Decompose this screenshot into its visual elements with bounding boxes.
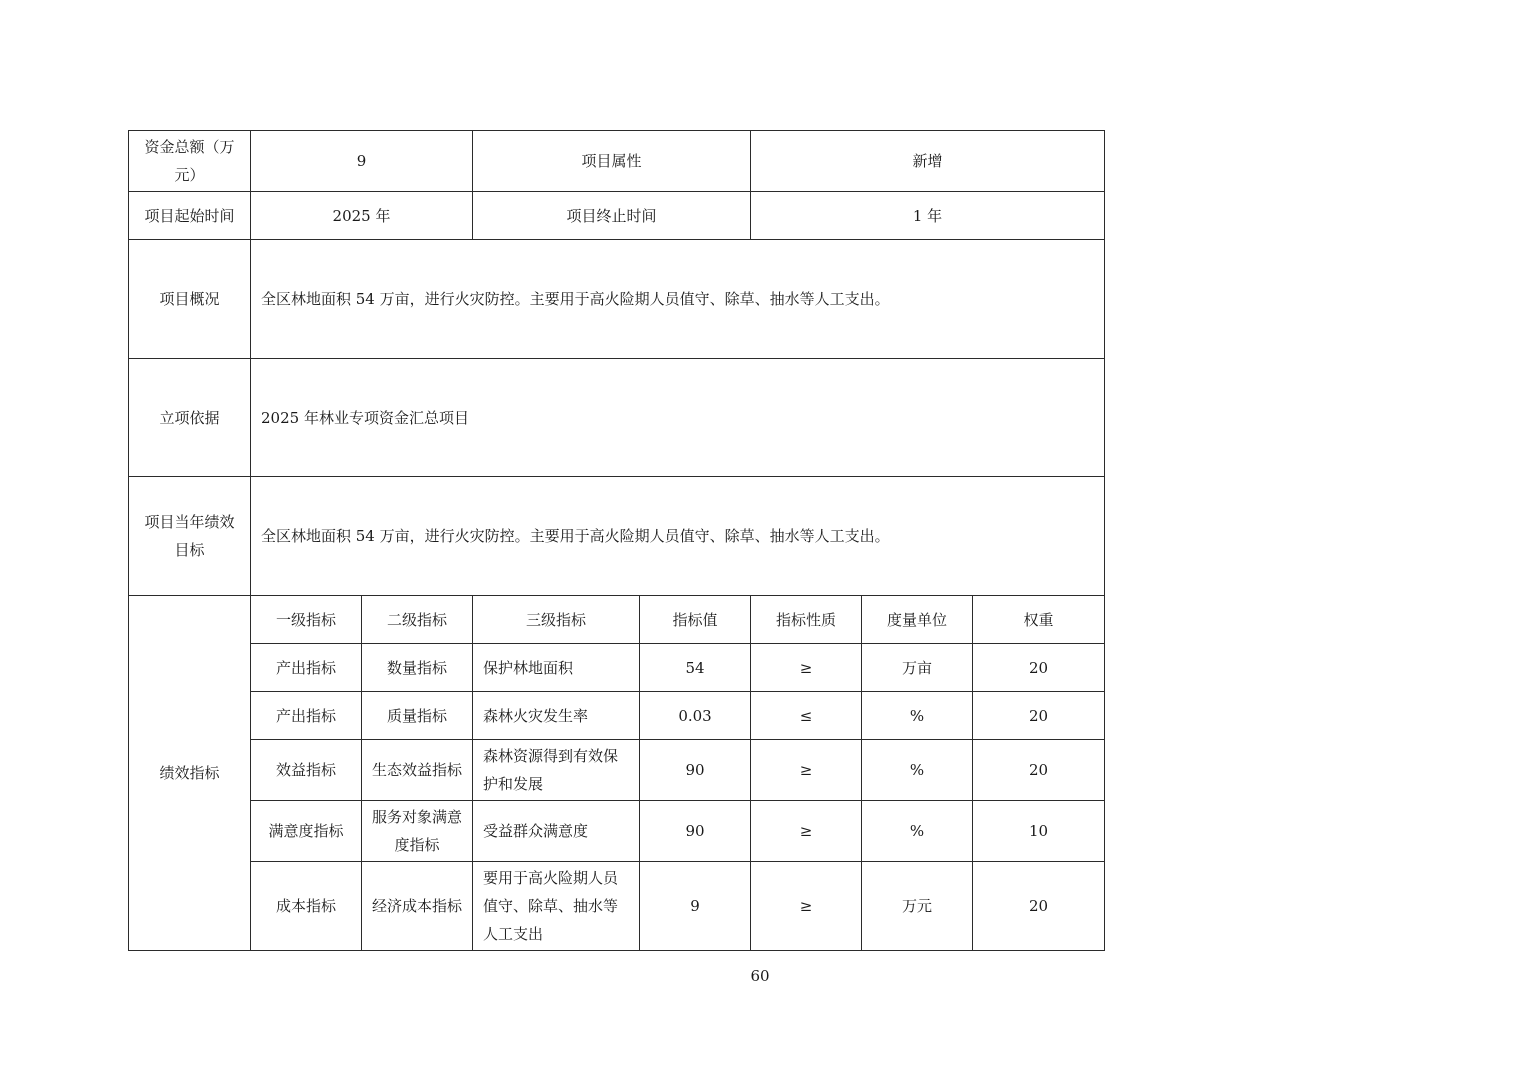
header-level3: 三级指标 xyxy=(473,596,640,644)
total-funds-value: 9 xyxy=(251,131,473,192)
indicator-level1: 成本指标 xyxy=(251,862,362,951)
indicator-nature: ≥ xyxy=(751,862,862,951)
header-unit: 度量单位 xyxy=(862,596,973,644)
end-time-value: 1 年 xyxy=(751,192,1105,240)
indicator-value: 90 xyxy=(640,801,751,862)
end-time-label: 项目终止时间 xyxy=(473,192,751,240)
header-level2: 二级指标 xyxy=(362,596,473,644)
indicator-value: 90 xyxy=(640,740,751,801)
funds-row xyxy=(129,131,1105,192)
project-attribute-value: 新增 xyxy=(751,131,1105,192)
indicator-unit: % xyxy=(862,740,973,801)
indicator-header-row xyxy=(129,596,1105,644)
indicator-nature: ≥ xyxy=(751,644,862,692)
indicator-nature: ≤ xyxy=(751,692,862,740)
indicator-level2: 经济成本指标 xyxy=(362,862,473,951)
start-time-label: 项目起始时间 xyxy=(129,192,251,240)
indicator-level1: 产出指标 xyxy=(251,692,362,740)
indicator-row xyxy=(129,740,1105,801)
indicator-level3: 森林火灾发生率 xyxy=(473,692,640,740)
indicator-weight: 20 xyxy=(973,692,1105,740)
indicator-row xyxy=(129,801,1105,862)
project-attribute-label: 项目属性 xyxy=(473,131,751,192)
indicator-weight: 20 xyxy=(973,862,1105,951)
header-weight: 权重 xyxy=(973,596,1105,644)
header-value: 指标值 xyxy=(640,596,751,644)
indicator-level1: 效益指标 xyxy=(251,740,362,801)
indicator-level2: 生态效益指标 xyxy=(362,740,473,801)
indicator-weight: 20 xyxy=(973,644,1105,692)
total-funds-label: 资金总额（万元） xyxy=(129,131,251,192)
performance-sheet xyxy=(128,130,1104,951)
basis-label: 立项依据 xyxy=(129,359,251,477)
indicator-level2: 数量指标 xyxy=(362,644,473,692)
indicator-level1: 满意度指标 xyxy=(251,801,362,862)
indicator-value: 54 xyxy=(640,644,751,692)
indicator-level3: 森林资源得到有效保护和发展 xyxy=(473,740,640,801)
period-row xyxy=(129,192,1105,240)
indicator-unit: % xyxy=(862,801,973,862)
indicator-level3: 保护林地面积 xyxy=(473,644,640,692)
indicator-nature: ≥ xyxy=(751,740,862,801)
page-number: 60 xyxy=(750,967,770,985)
header-level1: 一级指标 xyxy=(251,596,362,644)
indicator-unit: 万元 xyxy=(862,862,973,951)
indicator-level2: 服务对象满意度指标 xyxy=(362,801,473,862)
indicator-value: 9 xyxy=(640,862,751,951)
goal-row xyxy=(129,477,1105,596)
indicator-level3: 要用于高火险期人员值守、除草、抽水等人工支出 xyxy=(473,862,640,951)
indicator-weight: 20 xyxy=(973,740,1105,801)
basis-row xyxy=(129,359,1105,477)
indicator-level2: 质量指标 xyxy=(362,692,473,740)
start-time-value: 2025 年 xyxy=(251,192,473,240)
basis-text: 2025 年林业专项资金汇总项目 xyxy=(251,359,1105,477)
indicator-unit: % xyxy=(862,692,973,740)
overview-row xyxy=(129,240,1105,359)
overview-text: 全区林地面积 54 万亩，进行火灾防控。主要用于高火险期人员值守、除草、抽水等人工支出。 xyxy=(251,240,1105,359)
indicator-unit: 万亩 xyxy=(862,644,973,692)
indicator-level1: 产出指标 xyxy=(251,644,362,692)
overview-label: 项目概况 xyxy=(129,240,251,359)
indicator-row xyxy=(129,862,1105,951)
indicator-row xyxy=(129,644,1105,692)
indicator-level3: 受益群众满意度 xyxy=(473,801,640,862)
goal-text: 全区林地面积 54 万亩，进行火灾防控。主要用于高火险期人员值守、除草、抽水等人工支出。 xyxy=(251,477,1105,596)
indicator-nature: ≥ xyxy=(751,801,862,862)
indicator-row xyxy=(129,692,1105,740)
goal-label: 项目当年绩效目标 xyxy=(129,477,251,596)
indicator-value: 0.03 xyxy=(640,692,751,740)
indicators-label: 绩效指标 xyxy=(129,596,251,951)
project-performance-table xyxy=(128,130,1105,951)
indicator-weight: 10 xyxy=(973,801,1105,862)
header-nature: 指标性质 xyxy=(751,596,862,644)
